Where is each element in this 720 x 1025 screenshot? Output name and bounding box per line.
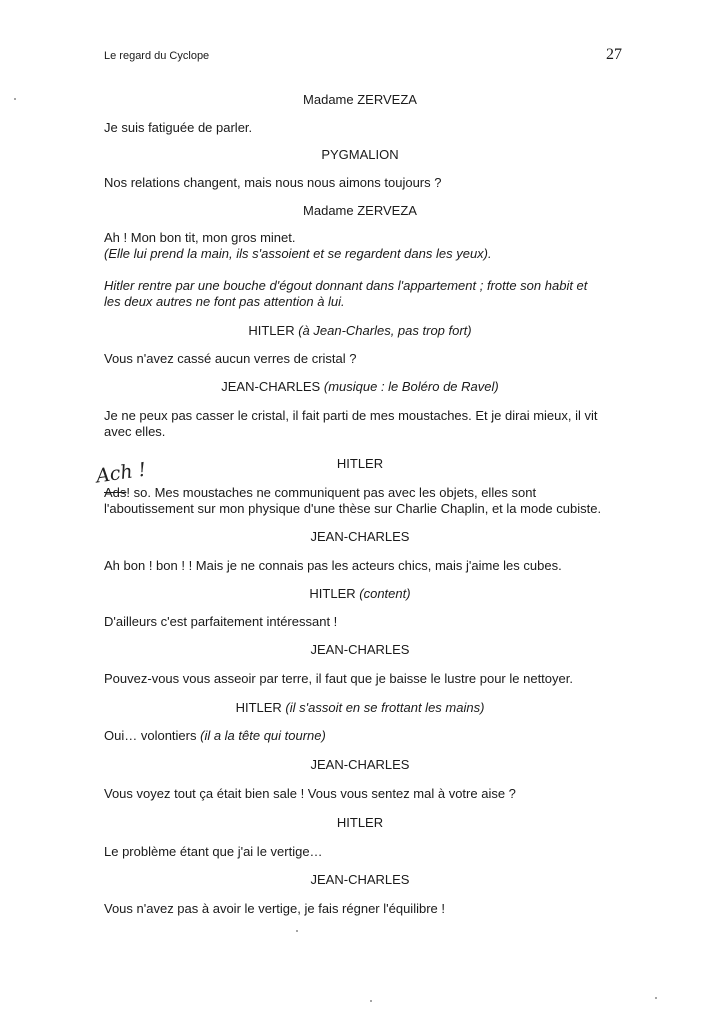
dialogue-line: avec elles. — [104, 424, 166, 439]
dialogue-line: Ah ! Mon bon tit, mon gros minet. — [104, 230, 296, 245]
speaker-name: Madame ZERVEZA — [303, 203, 417, 218]
speaker-name: JEAN-CHARLES — [310, 642, 410, 657]
speaker-name: JEAN-CHARLES — [221, 379, 321, 394]
dialogue-line: Vous n'avez cassé aucun verres de cristal ? — [104, 351, 357, 366]
speaker-heading — [0, 586, 720, 601]
speaker-heading — [0, 323, 720, 338]
dialogue-line: Ah bon ! bon ! ! Mais je ne connais pas les acteurs chics, mais j'aime les cubes. — [104, 558, 562, 573]
scan-speck — [296, 930, 298, 932]
speaker-name: HITLER — [336, 815, 384, 830]
speaker-name: HITLER — [336, 456, 384, 471]
dialogue-text: ! so. Mes moustaches ne communiquent pas avec les objets, elles sont — [126, 485, 537, 500]
speaker-name: HITLER — [309, 586, 356, 601]
speaker-name: HITLER — [248, 323, 295, 338]
dialogue-line — [104, 484, 624, 501]
dialogue-line: Nos relations changent, mais nous nous aimons toujours ? — [104, 175, 442, 190]
scan-speck — [655, 997, 657, 999]
struck-word: Ads — [104, 485, 127, 500]
speaker-name: HITLER — [235, 700, 282, 715]
dialogue-line: Le problème étant que j'ai le vertige… — [104, 844, 323, 859]
speaker-name: PYGMALION — [321, 147, 399, 162]
speaker-name: JEAN-CHARLES — [310, 757, 410, 772]
dialogue-line: Pouvez-vous vous asseoir par terre, il faut que je baisse le lustre pour le nettoyer. — [104, 671, 573, 686]
stage-direction: (Elle lui prend la main, ils s'assoient et se regardent dans les yeux). — [104, 246, 492, 261]
stage-direction: Hitler rentre par une bouche d'égout donnant dans l'appartement ; frotte son habit et — [104, 278, 588, 293]
speaker-direction: (content) — [359, 586, 411, 601]
scan-speck — [370, 1000, 372, 1002]
dialogue-line: l'aboutissement sur mon physique d'une thèse sur Charlie Chaplin, et la mode cubiste. — [104, 501, 602, 516]
dialogue-line — [104, 727, 624, 744]
dialogue-line: Je suis fatiguée de parler. — [104, 120, 253, 135]
speaker-name: JEAN-CHARLES — [310, 529, 410, 544]
speaker-heading — [0, 379, 720, 394]
scan-speck — [14, 98, 16, 100]
page-number: 27 — [606, 46, 622, 63]
speaker-name: JEAN-CHARLES — [310, 872, 410, 887]
stage-direction: les deux autres ne font pas attention à lui. — [104, 294, 345, 309]
inline-direction: (il a la tête qui tourne) — [200, 728, 326, 743]
dialogue-text: Oui… volontiers — [104, 728, 197, 743]
speaker-direction: (il s'assoit en se frottant les mains) — [285, 700, 485, 715]
speaker-heading — [0, 700, 720, 715]
speaker-name: Madame ZERVEZA — [303, 92, 417, 107]
speaker-direction: (à Jean-Charles, pas trop fort) — [298, 323, 472, 338]
dialogue-line: Vous voyez tout ça était bien sale ! Vous vous sentez mal à votre aise ? — [104, 786, 516, 801]
speaker-direction: (musique : le Boléro de Ravel) — [323, 379, 499, 394]
page-header-title: Le regard du Cyclope — [104, 50, 210, 62]
dialogue-line: Vous n'avez pas à avoir le vertige, je fais régner l'équilibre ! — [104, 901, 445, 916]
dialogue-line: D'ailleurs c'est parfaitement intéressant ! — [104, 614, 338, 629]
handwritten-annotation: Ach ! — [94, 458, 148, 488]
dialogue-line: Je ne peux pas casser le cristal, il fait parti de mes moustaches. Et je dirai mieux, il vit — [104, 408, 598, 423]
